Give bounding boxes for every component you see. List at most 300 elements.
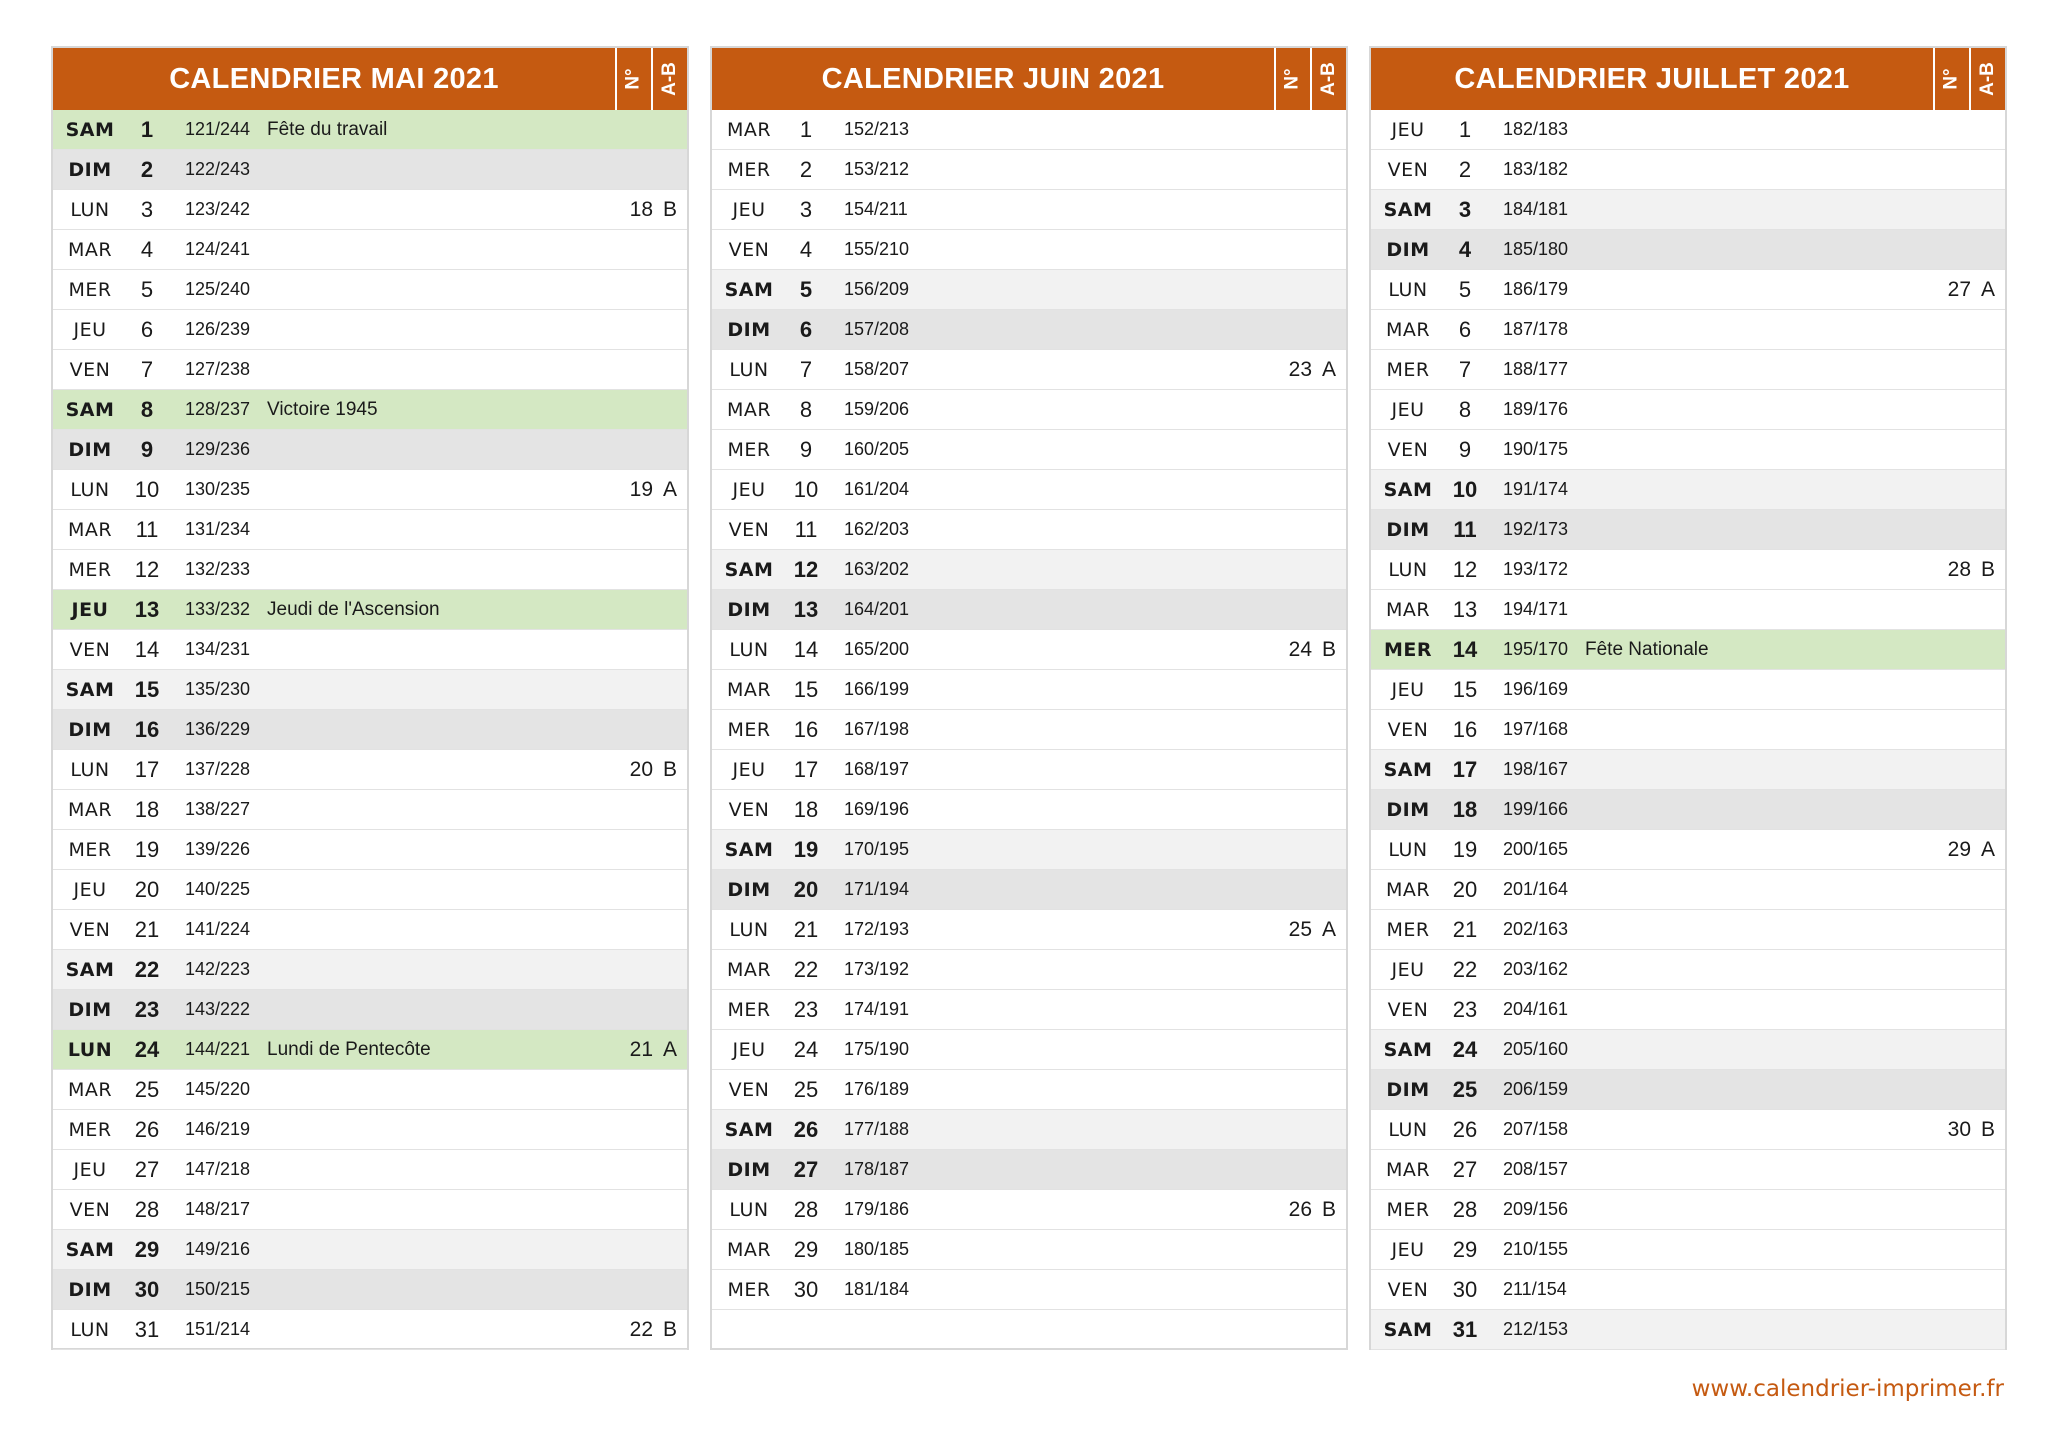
day-row [1371, 710, 2005, 750]
day-of-year: 131/234 [185, 519, 251, 539]
day-number: 29 [793, 1236, 819, 1262]
day-name: MER [1386, 1198, 1430, 1221]
day-number: 26 [793, 1116, 819, 1142]
day-of-year: 193/172 [1503, 559, 1569, 579]
day-name: VEN [1387, 718, 1429, 741]
week-number: 21 [629, 1037, 653, 1061]
day-number: 13 [1452, 596, 1478, 622]
day-of-year: 178/187 [844, 1159, 910, 1179]
day-number: 11 [1453, 516, 1477, 542]
day-number: 8 [799, 396, 813, 422]
day-name: MAR [67, 238, 113, 261]
day-number: 24 [134, 1036, 160, 1062]
day-of-year: 124/241 [185, 239, 251, 259]
day-row [1371, 1150, 2005, 1190]
day-row [712, 430, 1346, 470]
day-name: LUN [70, 758, 110, 781]
day-row [1371, 310, 2005, 350]
day-row [1371, 510, 2005, 550]
day-number: 9 [1458, 436, 1472, 462]
day-of-year: 206/159 [1503, 1079, 1569, 1099]
day-of-year: 135/230 [185, 679, 251, 699]
day-of-year: 172/193 [844, 919, 910, 939]
day-number: 11 [794, 516, 818, 542]
day-name: JEU [1391, 1238, 1425, 1261]
day-name: LUN [70, 198, 110, 221]
day-row [712, 350, 1346, 390]
day-of-year: 133/232 [185, 599, 251, 619]
day-number: 5 [799, 276, 813, 302]
day-row [712, 270, 1346, 310]
day-of-year: 197/168 [1503, 719, 1569, 739]
day-row [712, 910, 1346, 950]
day-row [1371, 470, 2005, 510]
day-of-year: 168/197 [844, 759, 910, 779]
day-row [1371, 1070, 2005, 1110]
day-name: MAR [726, 958, 772, 981]
day-number: 10 [793, 476, 819, 502]
day-number: 10 [134, 476, 160, 502]
day-of-year: 147/218 [185, 1159, 251, 1179]
day-name: VEN [1387, 158, 1429, 181]
day-number: 28 [1452, 1196, 1478, 1222]
day-name: LUN [729, 358, 769, 381]
day-row [1371, 950, 2005, 990]
day-number: 9 [140, 436, 154, 462]
day-row [712, 1190, 1346, 1230]
day-number: 20 [134, 876, 160, 902]
day-name: MAR [1385, 318, 1431, 341]
day-of-year: 190/175 [1503, 439, 1569, 459]
day-name: SAM [724, 278, 774, 301]
day-of-year: 148/217 [185, 1199, 251, 1219]
day-row [53, 1030, 687, 1070]
day-of-year: 142/223 [185, 959, 251, 979]
day-number: 2 [140, 156, 154, 182]
day-name: MAR [1385, 598, 1431, 621]
day-name: MER [68, 1118, 112, 1141]
day-of-year: 146/219 [185, 1119, 251, 1139]
day-of-year: 170/195 [844, 839, 910, 859]
holiday-name: Fête du travail [267, 118, 388, 140]
day-of-year: 164/201 [844, 599, 910, 619]
day-number: 19 [1452, 836, 1478, 862]
day-name: JEU [73, 1158, 107, 1181]
day-row [712, 950, 1346, 990]
day-row [53, 1270, 687, 1310]
week-ab: B [1321, 637, 1336, 661]
day-row [712, 1270, 1346, 1310]
day-row [712, 1110, 1346, 1150]
day-name: MAR [1385, 878, 1431, 901]
day-of-year: 153/212 [844, 159, 910, 179]
day-name: DIM [727, 598, 771, 621]
day-of-year: 186/179 [1503, 279, 1569, 299]
day-number: 17 [793, 756, 819, 782]
week-ab: B [662, 1317, 677, 1341]
day-row [53, 310, 687, 350]
footer-website-link[interactable]: www.calendrier-imprimer.fr [1691, 1376, 2004, 1402]
day-row [712, 630, 1346, 670]
day-of-year: 191/174 [1503, 479, 1569, 499]
day-row [1371, 110, 2005, 150]
holiday-name: Victoire 1945 [267, 398, 378, 420]
week-ab: A [1980, 277, 1995, 301]
day-number: 5 [1458, 276, 1472, 302]
day-name: SAM [65, 958, 115, 981]
day-name: DIM [1386, 798, 1430, 821]
day-name: LUN [1388, 838, 1428, 861]
day-row [53, 990, 687, 1030]
day-name: SAM [1383, 198, 1433, 221]
day-number: 18 [134, 796, 160, 822]
day-name: JEU [1391, 398, 1425, 421]
day-name: SAM [724, 838, 774, 861]
day-number: 1 [140, 116, 154, 142]
day-number: 19 [793, 836, 819, 862]
day-row [712, 310, 1346, 350]
day-of-year: 129/236 [185, 439, 251, 459]
day-name: MAR [1385, 1158, 1431, 1181]
day-of-year: 210/155 [1503, 1239, 1569, 1259]
day-of-year: 176/189 [844, 1079, 910, 1099]
day-name: LUN [1388, 1118, 1428, 1141]
week-number: 18 [629, 197, 653, 221]
day-of-year: 159/206 [844, 399, 910, 419]
day-name: JEU [732, 758, 766, 781]
day-row [712, 870, 1346, 910]
day-of-year: 163/202 [844, 559, 910, 579]
week-number-header: N° [1933, 48, 1969, 110]
day-number: 7 [799, 356, 813, 382]
day-row [1371, 910, 2005, 950]
day-of-year: 161/204 [844, 479, 910, 499]
day-of-year: 165/200 [844, 639, 910, 659]
day-row [53, 750, 687, 790]
week-ab: A [1321, 357, 1336, 381]
day-row [1371, 390, 2005, 430]
day-row [1371, 630, 2005, 670]
holiday-name: Jeudi de l'Ascension [267, 598, 440, 620]
day-of-year: 152/213 [844, 119, 910, 139]
day-number: 12 [793, 556, 819, 582]
day-name: MAR [726, 1238, 772, 1261]
day-number: 8 [1458, 396, 1472, 422]
week-ab-header: A-B [1310, 48, 1346, 110]
day-of-year: 145/220 [185, 1079, 251, 1099]
day-number: 21 [1452, 916, 1478, 942]
day-row [712, 750, 1346, 790]
holiday-name: Lundi de Pentecôte [267, 1038, 431, 1060]
day-name: JEU [732, 198, 766, 221]
day-number: 13 [134, 596, 160, 622]
day-row [53, 1110, 687, 1150]
day-number: 20 [1452, 876, 1478, 902]
day-name: MAR [67, 518, 113, 541]
day-row [712, 670, 1346, 710]
day-number: 15 [793, 676, 819, 702]
week-number: 24 [1288, 637, 1312, 661]
day-row [712, 190, 1346, 230]
day-row [712, 1030, 1346, 1070]
day-of-year: 140/225 [185, 879, 251, 899]
day-of-year: 130/235 [185, 479, 251, 499]
day-row [53, 270, 687, 310]
day-row [712, 990, 1346, 1030]
day-number: 25 [134, 1076, 160, 1102]
week-number-header: N° [615, 48, 651, 110]
day-row [53, 430, 687, 470]
day-name: SAM [1383, 1318, 1433, 1341]
day-rows [712, 110, 1346, 1310]
week-ab: B [662, 757, 677, 781]
day-name: MER [1386, 358, 1430, 381]
day-row [1371, 1310, 2005, 1350]
day-of-year: 149/216 [185, 1239, 251, 1259]
day-name: DIM [68, 998, 112, 1021]
day-row [53, 1310, 687, 1350]
day-row [1371, 1110, 2005, 1150]
day-of-year: 202/163 [1503, 919, 1569, 939]
day-number: 25 [1452, 1076, 1478, 1102]
day-name: JEU [73, 318, 107, 341]
day-row [53, 1230, 687, 1270]
day-number: 28 [793, 1196, 819, 1222]
day-name: DIM [727, 318, 771, 341]
day-row [53, 910, 687, 950]
week-number: 30 [1947, 1117, 1971, 1141]
day-of-year: 139/226 [185, 839, 251, 859]
day-row [53, 830, 687, 870]
week-ab: B [1980, 557, 1995, 581]
day-of-year: 177/188 [844, 1119, 910, 1139]
day-number: 7 [140, 356, 154, 382]
day-of-year: 122/243 [185, 159, 251, 179]
day-row [1371, 430, 2005, 470]
month-title: CALENDRIER JUILLET 2021 [1454, 62, 1850, 95]
day-number: 6 [1458, 316, 1472, 342]
week-ab-header: A-B [651, 48, 687, 110]
day-of-year: 194/171 [1503, 599, 1569, 619]
day-name: SAM [724, 1118, 774, 1141]
day-name: MER [727, 438, 771, 461]
day-name: LUN [729, 918, 769, 941]
day-of-year: 182/183 [1503, 119, 1569, 139]
day-of-year: 175/190 [844, 1039, 910, 1059]
day-row [53, 1150, 687, 1190]
day-of-year: 203/162 [1503, 959, 1569, 979]
day-number: 9 [799, 436, 813, 462]
day-name: JEU [1391, 958, 1425, 981]
month-header [53, 48, 687, 110]
day-name: MER [727, 998, 771, 1021]
day-name: VEN [728, 798, 770, 821]
month-calendar-juin [710, 46, 1348, 1350]
day-of-year: 123/242 [185, 199, 251, 219]
day-of-year: 151/214 [185, 1319, 251, 1339]
day-of-year: 209/156 [1503, 1199, 1569, 1219]
day-of-year: 158/207 [844, 359, 910, 379]
day-number: 13 [793, 596, 819, 622]
day-number: 27 [134, 1156, 160, 1182]
day-name: MER [68, 558, 112, 581]
day-of-year: 150/215 [185, 1279, 251, 1299]
day-number: 23 [793, 996, 819, 1022]
week-ab-header: A-B [1969, 48, 2005, 110]
day-row [53, 590, 687, 630]
day-number: 24 [1452, 1036, 1478, 1062]
day-of-year: 134/231 [185, 639, 251, 659]
day-row [712, 150, 1346, 190]
day-number: 14 [793, 636, 819, 662]
day-row [53, 390, 687, 430]
day-number: 5 [140, 276, 154, 302]
day-name: SAM [1383, 1038, 1433, 1061]
day-number: 27 [793, 1156, 819, 1182]
day-name: VEN [728, 518, 770, 541]
day-of-year: 201/164 [1503, 879, 1569, 899]
day-number: 11 [135, 516, 159, 542]
day-of-year: 174/191 [844, 999, 910, 1019]
day-number: 18 [1452, 796, 1478, 822]
day-row [1371, 550, 2005, 590]
day-of-year: 192/173 [1503, 519, 1569, 539]
month-title: CALENDRIER JUIN 2021 [821, 62, 1165, 95]
day-of-year: 125/240 [185, 279, 251, 299]
day-number: 12 [134, 556, 160, 582]
day-of-year: 200/165 [1503, 839, 1569, 859]
day-name: JEU [732, 478, 766, 501]
week-ab: A [662, 1037, 677, 1061]
day-name: DIM [68, 718, 112, 741]
day-number: 6 [799, 316, 813, 342]
day-of-year: 162/203 [844, 519, 910, 539]
day-number: 23 [134, 996, 160, 1022]
week-number: 29 [1947, 837, 1971, 861]
day-row [53, 350, 687, 390]
day-of-year: 179/186 [844, 1199, 910, 1219]
week-ab: B [1980, 1117, 1995, 1141]
day-of-year: 208/157 [1503, 1159, 1569, 1179]
day-name: DIM [1386, 238, 1430, 261]
day-name: SAM [1383, 758, 1433, 781]
day-number: 4 [1458, 236, 1472, 262]
day-name: SAM [65, 118, 115, 141]
week-number: 26 [1288, 1197, 1312, 1221]
day-of-year: 181/184 [844, 1279, 910, 1299]
day-of-year: 157/208 [844, 319, 910, 339]
day-of-year: 121/244 [185, 119, 251, 139]
day-name: DIM [68, 158, 112, 181]
day-number: 20 [793, 876, 819, 902]
day-row [712, 1230, 1346, 1270]
day-number: 22 [134, 956, 160, 982]
day-number: 29 [1452, 1236, 1478, 1262]
day-number: 14 [1452, 636, 1478, 662]
day-row [1371, 590, 2005, 630]
week-ab: A [662, 477, 677, 501]
day-of-year: 189/176 [1503, 399, 1569, 419]
day-name: JEU [73, 878, 107, 901]
day-row [53, 710, 687, 750]
day-number: 31 [134, 1316, 160, 1342]
day-row [1371, 190, 2005, 230]
day-name: LUN [70, 1318, 110, 1341]
week-number: 20 [629, 757, 653, 781]
day-number: 22 [1452, 956, 1478, 982]
day-name: LUN [1388, 558, 1428, 581]
day-row [712, 1070, 1346, 1110]
day-row [1371, 270, 2005, 310]
day-of-year: 198/167 [1503, 759, 1569, 779]
day-of-year: 141/224 [185, 919, 251, 939]
day-row [53, 150, 687, 190]
day-number: 25 [793, 1076, 819, 1102]
day-of-year: 167/198 [844, 719, 910, 739]
day-of-year: 204/161 [1503, 999, 1569, 1019]
week-number: 25 [1288, 917, 1312, 941]
day-name: LUN [67, 1038, 113, 1061]
day-row [1371, 790, 2005, 830]
day-of-year: 183/182 [1503, 159, 1569, 179]
week-ab: B [662, 197, 677, 221]
day-number: 21 [134, 916, 160, 942]
day-row [53, 190, 687, 230]
day-row [1371, 1030, 2005, 1070]
day-row [712, 230, 1346, 270]
day-number: 31 [1452, 1316, 1478, 1342]
day-number: 16 [1452, 716, 1478, 742]
day-number: 17 [1452, 756, 1478, 782]
day-row [712, 110, 1346, 150]
day-number: 15 [1452, 676, 1478, 702]
day-row [1371, 230, 2005, 270]
month-calendar-juillet [1369, 46, 2007, 1350]
day-number: 26 [134, 1116, 160, 1142]
day-row [53, 950, 687, 990]
day-row [712, 590, 1346, 630]
day-name: MAR [726, 118, 772, 141]
week-number: 19 [629, 477, 653, 501]
day-number: 7 [1458, 356, 1472, 382]
day-name: SAM [1383, 478, 1433, 501]
day-number: 27 [1452, 1156, 1478, 1182]
day-row [1371, 1230, 2005, 1270]
day-name: JEU [1391, 118, 1425, 141]
day-name: JEU [732, 1038, 766, 1061]
month-title: CALENDRIER MAI 2021 [169, 62, 499, 95]
day-row [712, 550, 1346, 590]
day-number: 30 [134, 1276, 160, 1302]
day-of-year: 136/229 [185, 719, 251, 739]
day-row [53, 470, 687, 510]
day-row [53, 790, 687, 830]
day-of-year: 205/160 [1503, 1039, 1569, 1059]
day-number: 12 [1452, 556, 1478, 582]
day-row [1371, 1270, 2005, 1310]
day-name: VEN [1387, 998, 1429, 1021]
day-name: MER [1386, 918, 1430, 941]
day-row [53, 870, 687, 910]
week-ab: B [1321, 1197, 1336, 1221]
day-row [53, 510, 687, 550]
day-name: SAM [65, 1238, 115, 1261]
day-name: SAM [724, 558, 774, 581]
holiday-name: Fête Nationale [1585, 638, 1709, 660]
day-name: MAR [67, 798, 113, 821]
week-ab: A [1321, 917, 1336, 941]
day-name: VEN [1387, 438, 1429, 461]
